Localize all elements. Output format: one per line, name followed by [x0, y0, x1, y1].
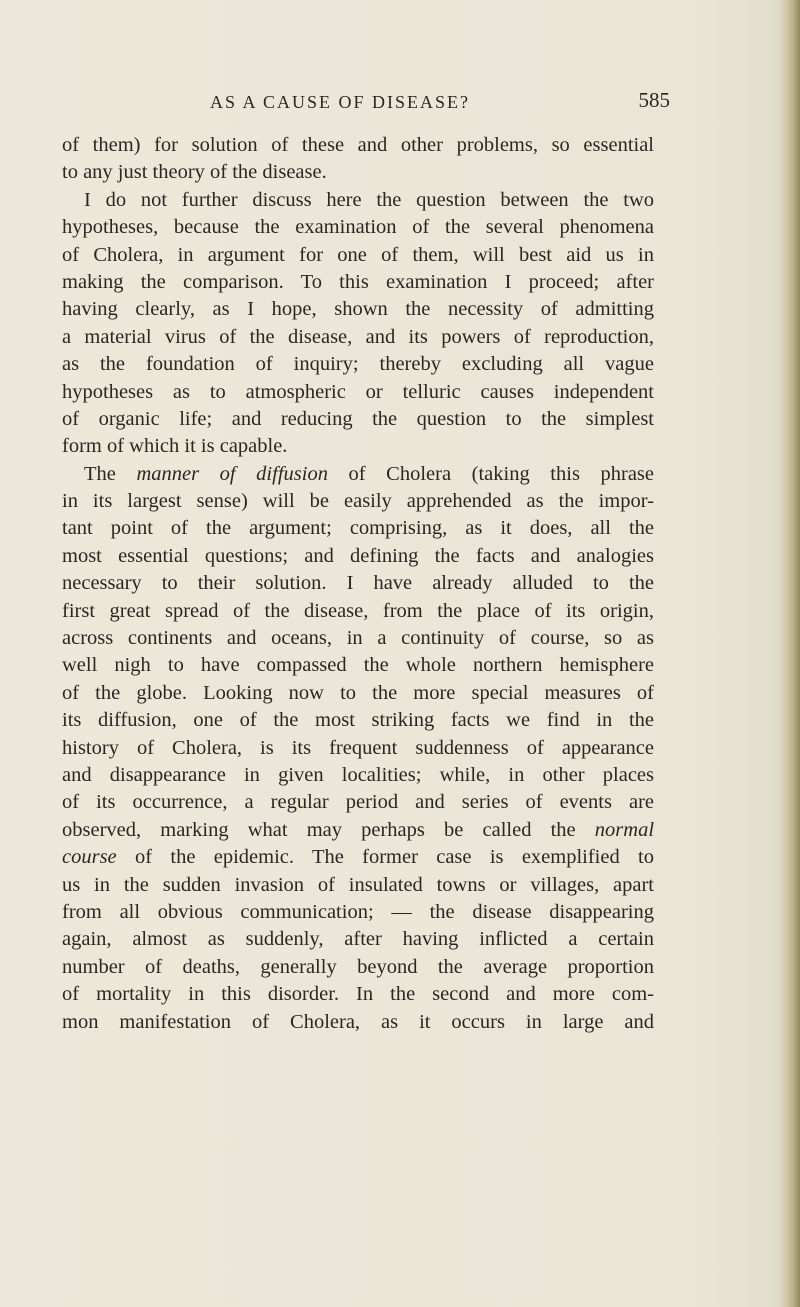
- text-line: and disappearance in given localities; while, in other places: [62, 763, 654, 786]
- text-fragment: of the epidemic. The former case is exemplified to: [134, 846, 654, 869]
- text-line: history of Cholera, is its frequent suddenness of appearance: [62, 736, 654, 759]
- text-line: of them) for solution of these and other problems, so essential: [62, 134, 654, 156]
- paragraph-start-line: I do not further discuss here the question between the two: [84, 188, 654, 211]
- text-line: its diffusion, one of the most striking facts we find in the: [62, 709, 654, 732]
- text-line: of its occurrence, a regular period and series of events are: [62, 791, 654, 814]
- paragraph-start-line: [62, 461, 654, 488]
- text-line: of the globe. Looking now to the more special measures of: [62, 681, 654, 704]
- text-line: necessary to their solution. I have already alluded to the: [62, 572, 654, 595]
- text-line: of Cholera, in argument for one of them, will best aid us in: [62, 243, 654, 266]
- text-line: of organic life; and reducing the question to the simplest: [62, 407, 654, 430]
- text-line: hypotheses, because the examination of the several phenomena: [62, 216, 654, 239]
- page-number: 585: [638, 88, 670, 112]
- text-line: form of which it is capable.: [62, 435, 288, 458]
- text-line: tant point of the argument; comprising, as it does, all the: [62, 517, 654, 540]
- text-line: number of deaths, generally beyond the average proportion: [62, 955, 654, 978]
- text-line: [62, 817, 654, 844]
- text-line: hypotheses as to atmospheric or telluric causes independent: [62, 380, 654, 403]
- text-line: first great spread of the disease, from the place of its origin,: [62, 599, 654, 622]
- text-line: making the comparison. To this examination I proceed; after: [62, 270, 654, 293]
- body-text: [62, 132, 654, 1036]
- running-head: [210, 88, 670, 118]
- text-line: us in the sudden invasion of insulated towns or villages, apart: [62, 873, 654, 896]
- text-line: a material virus of the disease, and its powers of reproduction,: [62, 325, 654, 348]
- text-line: [62, 844, 654, 871]
- text-line: again, almost as suddenly, after having inflicted a certain: [62, 928, 654, 951]
- text-line: having clearly, as I hope, shown the necessity of admitting: [62, 298, 654, 321]
- text-line: well nigh to have compassed the whole northern hemisphere: [62, 654, 654, 677]
- italic-word: course: [62, 846, 117, 869]
- text-line: across continents and oceans, in a continuity of course, so as: [62, 627, 654, 650]
- text-fragment: of Cholera (taking this phrase: [348, 462, 654, 485]
- italic-phrase: manner of diffusion: [136, 462, 328, 485]
- text-line: as the foundation of inquiry; thereby excluding all vague: [62, 353, 654, 376]
- text-fragment: The: [84, 462, 116, 485]
- text-line: of mortality in this disorder. In the second and more com-: [62, 983, 654, 1006]
- text-line: from all obvious communication; — the disease disappearing: [62, 900, 654, 923]
- text-line: most essential questions; and defining the facts and analogies: [62, 544, 654, 567]
- running-title: AS A CAUSE OF DISEASE?: [210, 92, 471, 112]
- text-line: in its largest sense) will be easily apprehended as the impor-: [62, 490, 654, 513]
- italic-word: normal: [594, 818, 655, 841]
- text-line: to any just theory of the disease.: [62, 161, 327, 184]
- text-line: mon manifestation of Cholera, as it occurs in large and: [62, 1010, 654, 1033]
- text-fragment: observed, marking what may perhaps be called the: [62, 818, 576, 841]
- page-binding-edge: [778, 0, 800, 1307]
